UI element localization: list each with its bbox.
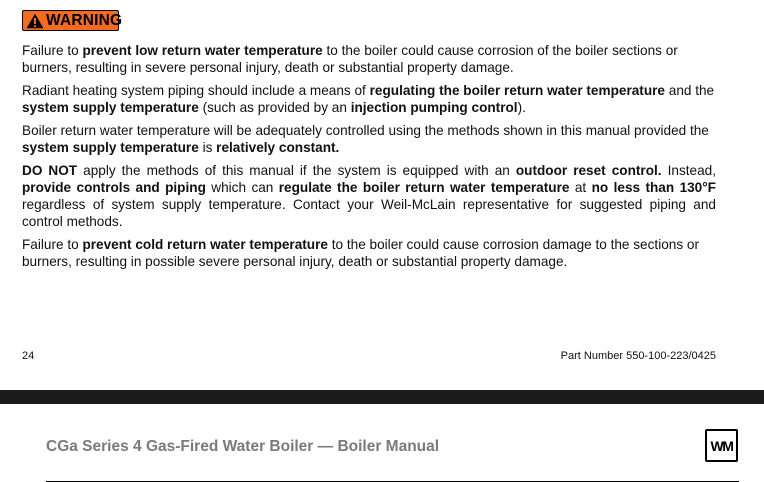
emphasis-text: outdoor reset control. [515, 163, 662, 178]
page-number: 24 [22, 350, 35, 362]
weil-mclain-logo [705, 429, 738, 462]
paragraph-do-not [22, 162, 716, 230]
emphasis-text: system supply temperature [22, 140, 199, 155]
emphasis-text: system supply temperature [22, 100, 199, 115]
body-text: to the boiler could cause corrosion of the boiler sections or burners, resulting in severe personal injury, death or substantial property damage. [22, 43, 678, 75]
paragraph-cold-return-temp [22, 236, 716, 270]
warning-badge [22, 10, 123, 31]
body-text: regardless of system supply temperature. Contact your Weil-McLain representative for suggested piping and control methods. [22, 197, 716, 229]
body-text: Instead, [661, 163, 716, 178]
paragraph-return-control [22, 122, 716, 156]
body-text: and the [664, 83, 715, 98]
body-text: is [198, 140, 217, 155]
body-text: Failure to [22, 237, 83, 252]
emphasis-text: injection pumping control [350, 100, 518, 115]
body-text: which can [205, 180, 279, 195]
body-text: apply the methods of this manual if the system is equipped with an [77, 163, 516, 178]
body-text: Boiler return water temperature will be adequately controlled using the methods shown in this manual provided the [22, 123, 709, 138]
emphasis-text: provide controls and piping [22, 180, 206, 195]
footer-divider-bar [0, 390, 764, 404]
body-text: at [569, 180, 592, 195]
emphasis-text: prevent low return water temperature [82, 43, 323, 58]
paragraph-radiant-piping [22, 82, 716, 116]
part-number: Part Number 550-100-223/0425 [560, 350, 716, 362]
body-text: ). [517, 100, 526, 115]
body-text: (such as provided by an [198, 100, 351, 115]
body-text: to the boiler could cause corrosion damage to the sections or burners, resulting in possible severe personal injury, death or substantial property damage. [22, 237, 699, 269]
emphasis-text: prevent cold return water temperature [82, 237, 328, 252]
body-text: Radiant heating system piping should include a means of [22, 83, 370, 98]
warning-label: WARNING [46, 11, 123, 29]
body-text: Failure to [22, 43, 83, 58]
warning-content [22, 42, 716, 276]
paragraph-low-return-temp [22, 42, 716, 76]
emphasis-text: DO NOT [22, 163, 78, 178]
emphasis-text: regulate the boiler return water temperature [278, 180, 570, 195]
emphasis-text: regulating the boiler return water temperature [369, 83, 665, 98]
emphasis-text: no less than 130°F [591, 180, 716, 195]
warning-triangle-icon [26, 13, 44, 29]
logo-text: WM [710, 437, 733, 454]
emphasis-text: relatively constant. [216, 140, 340, 155]
manual-title: CGa Series 4 Gas-Fired Water Boiler — Boiler Manual [46, 438, 440, 455]
